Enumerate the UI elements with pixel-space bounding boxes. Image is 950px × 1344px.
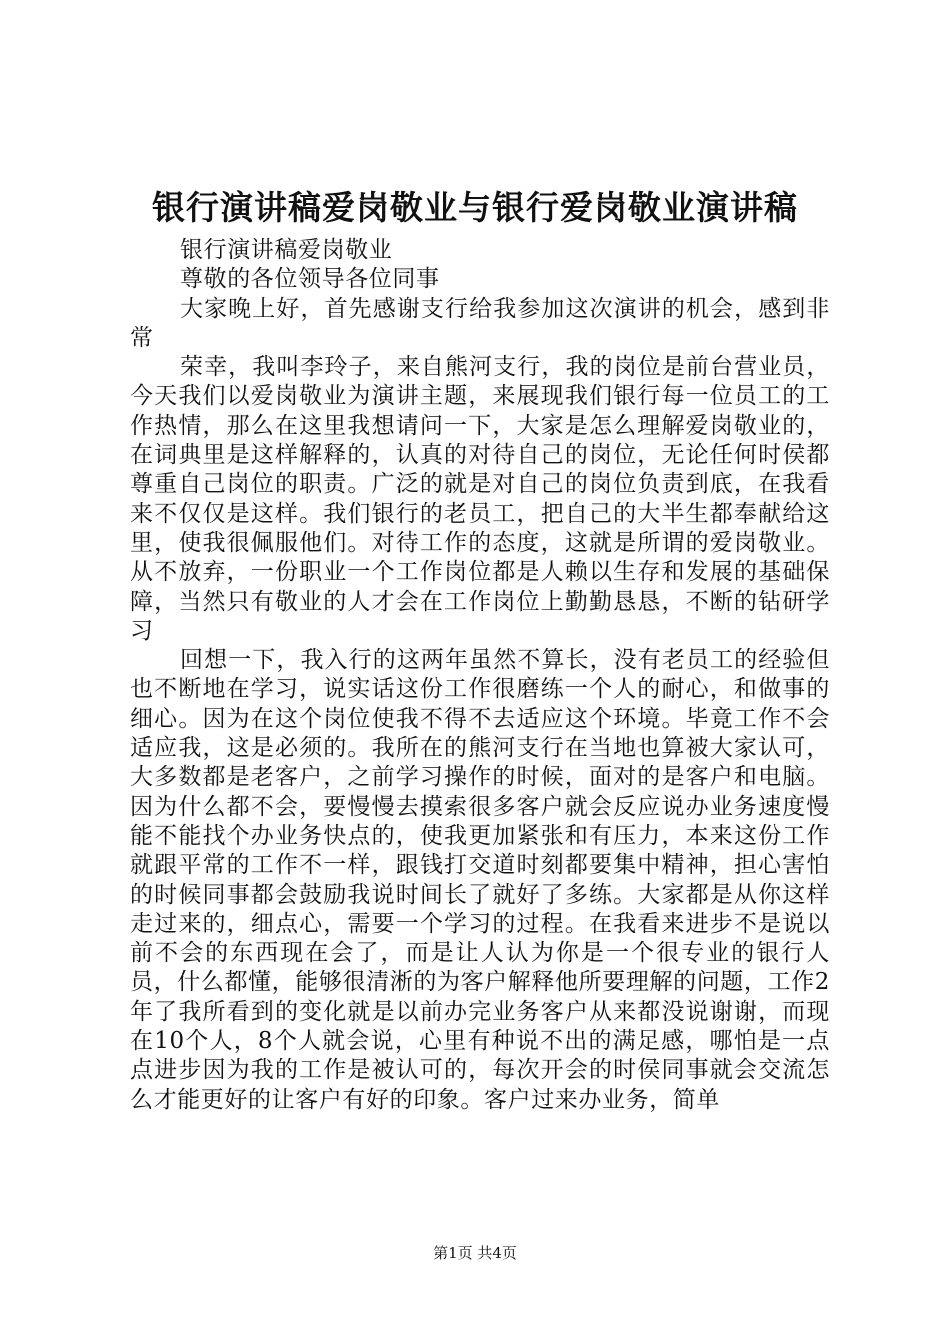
paragraph-greeting: 大家晚上好，首先感谢支行给我参加这次演讲的机会，感到非常: [130, 295, 830, 351]
paragraph-salutation: 尊敬的各位领导各位同事: [180, 266, 440, 293]
paragraph-subtitle: 银行演讲稿爱岗敬业: [180, 237, 393, 263]
document-body: [130, 236, 830, 1115]
page-number-footer: 第1页 共4页: [433, 1244, 517, 1262]
document-title: 银行演讲稿爱岗敬业与银行爱岗敬业演讲稿: [152, 188, 798, 227]
paragraph-reflection: 回想一下，我入行的这两年虽然不算长，没有老员工的经验但也不断地在学习，说实话这份工作很磨练一个人的耐心，和做事的细心。因为在这个岗位使我不得不去适应这个环境。毕竟工作不会适应我，这是必须的。我所在的熊河支行在当地也算被大家认可，大多数都是老客户，之前学习操作的时候，面对的是客户和电脑。因为什么都不会，要慢慢去摸索很多客户就会反应说办业务速度慢能不能找个办业务快点的，使我更加紧张和有压力，本来这份工作就跟平常的工作不一样，跟钱打交道时刻都要集中精神，担心害怕的时候同事都会鼓励我说时间长了就好了多练。大家都是从你这样走过来的，细点心，需要一个学习的过程。在我看来进步不是说以前不会的东西现在会了，而是让人认为你是一个很专业的银行人员，什么都懂，能够很清淅的为客户解释他所要理解的问题，工作2年了我所看到的变化就是以前办完业务客户从来都没说谢谢，而现在10个人，8个人就会说，心里有种说不出的满足感，哪怕是一点点进步因为我的工作是被认可的，每次开会的时侯同事就会交流怎么才能更好的让客户有好的印象。客户过来办业务，简单: [130, 647, 830, 1113]
paragraph-introduction: 荣幸，我叫李玲子，来自熊河支行，我的岗位是前台营业员，今天我们以爱岗敬业为演讲主题，来展现我们银行每一位员工的工作热情，那么在这里我想请问一下，大家是怎么理解爱岗敬业的，在词典里是这样解释的，认真的对待自己的岗位，无论任何时侯都尊重自己岗位的职责。广泛的就是对自己的岗位负责到底，在我看来不仅仅是这样。我们银行的老员工，把自己的大半生都奉献给这里，使我很佩服他们。对待工作的态度，这就是所谓的爱岗敬业。从不放弃，一份职业一个工作岗位都是人赖以生存和发展的基础保障，当然只有敬业的人才会在工作岗位上勤勤恳恳，不断的钻研学习: [130, 354, 830, 644]
